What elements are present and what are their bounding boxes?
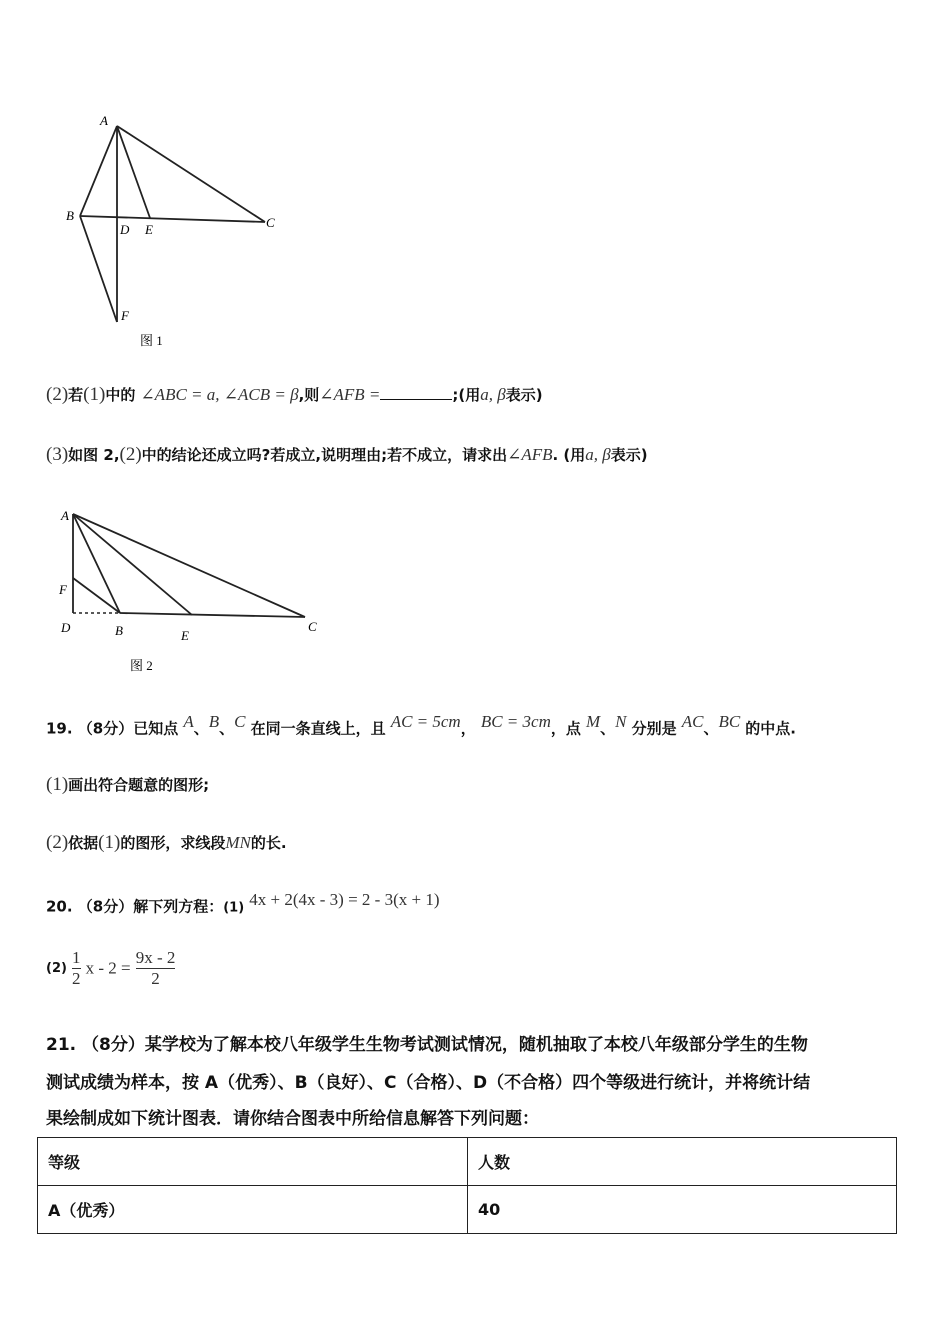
text: 依据 — [68, 834, 99, 852]
part-number: (3) — [46, 444, 69, 465]
reference: (1) — [98, 832, 121, 853]
question-head: 19. （8分）已知点 — [46, 719, 179, 738]
label-e: E — [181, 628, 189, 643]
numerator: 1 — [72, 948, 81, 967]
point-m: M — [585, 712, 601, 731]
segment-bc-label: BC — [718, 712, 741, 731]
table-header-row — [38, 1138, 897, 1186]
reference: (1) — [83, 384, 106, 405]
label-b: B — [66, 208, 74, 223]
segment-fb — [73, 578, 120, 613]
segment-bc — [80, 216, 265, 222]
reference: (2) — [119, 444, 142, 465]
label-e: E — [145, 222, 153, 237]
label-c: C — [308, 619, 317, 634]
question-21-line-2: 测试成绩为样本，按 A（优秀）、B（良好）、C（合格）、D（不合格）四个等级进行统计，并将统计结 — [46, 1073, 811, 1093]
label-c: C — [266, 215, 275, 230]
segment-ae — [117, 126, 150, 218]
text: ,则 — [298, 386, 320, 404]
fraction-one-half — [72, 948, 81, 989]
point-c: C — [234, 712, 246, 731]
equation-ac: AC = 5cm — [390, 712, 461, 731]
part-number: (2) — [46, 961, 67, 976]
question-19-part-2 — [46, 832, 287, 854]
angle-afb: ∠AFB — [507, 445, 553, 464]
figure-2 — [55, 500, 335, 680]
label-d: D — [61, 620, 71, 635]
cell-count: 40 — [468, 1186, 897, 1234]
label-f: F — [121, 308, 129, 323]
separator: 、 — [219, 719, 235, 738]
question-21-line-3: 果绘制成如下统计图表．请你结合图表中所给信息解答下列问题： — [46, 1109, 539, 1129]
segment-mn: MN — [225, 833, 251, 852]
cell-grade: A（优秀） — [38, 1186, 468, 1234]
figure-1 — [60, 110, 300, 360]
text: ，点 — [550, 719, 581, 738]
part-number: (1) — [46, 774, 69, 795]
question-20-part-2 — [46, 948, 175, 989]
part-number: (2) — [46, 384, 69, 405]
separator: 、 — [600, 719, 616, 738]
fraction-right — [136, 948, 176, 989]
segment-ae — [73, 514, 192, 615]
answer-blank[interactable] — [380, 385, 452, 400]
point-b: B — [208, 712, 220, 731]
equation-bc: BC = 3cm — [480, 712, 551, 731]
variables: a, β — [585, 445, 611, 464]
denominator: 2 — [72, 969, 81, 988]
part-number: (2) — [46, 832, 69, 853]
label-a: A — [61, 508, 69, 523]
text: 中的结论还成立吗?若成立,说明理由;若不成立，请求出 — [141, 446, 508, 464]
separator: ， — [460, 719, 476, 738]
segment-ac-label: AC — [681, 712, 704, 731]
label-d: D — [120, 222, 130, 237]
point-a: A — [183, 712, 194, 731]
question-18-part-3 — [46, 444, 648, 466]
angle-afb: ∠AFB = — [319, 385, 381, 404]
separator: 、 — [703, 719, 719, 738]
text: ;(用 — [452, 386, 481, 404]
label-a: A — [100, 113, 108, 128]
question-19-part-1 — [46, 774, 209, 796]
question-19 — [46, 712, 796, 738]
numerator: 9x - 2 — [135, 948, 176, 967]
label-b: B — [115, 623, 123, 638]
segment-bf — [80, 216, 117, 322]
segment-ab — [80, 126, 117, 216]
question-head: 20. （8分）解下列方程： — [46, 897, 224, 916]
text: 的图形，求线段 — [120, 834, 226, 852]
text: 在同一条直线上，且 — [250, 719, 386, 738]
text: 若 — [68, 386, 84, 404]
text: 画出符合题意的图形; — [68, 776, 210, 794]
point-n: N — [615, 712, 627, 731]
segment-ac — [117, 126, 265, 222]
text: . (用 — [552, 446, 586, 464]
text: 分别是 — [631, 719, 677, 738]
part-number: (1) — [223, 900, 245, 916]
variables: a, β — [480, 385, 506, 404]
table-row — [38, 1186, 897, 1234]
segment-bc — [120, 613, 305, 617]
segment-ab — [73, 514, 120, 613]
text: 中的 — [105, 386, 136, 404]
header-count: 人数 — [468, 1138, 897, 1186]
separator: 、 — [193, 719, 209, 738]
equation-middle: x - 2 = — [85, 958, 131, 978]
question-21-line-1: 21. （8分）某学校为了解本校八年级学生生物考试测试情况，随机抽取了本校八年级部分学生的生物 — [46, 1035, 808, 1055]
question-20 — [46, 890, 440, 916]
text: 表示) — [610, 446, 648, 464]
equation-1: 4x + 2(4x - 3) = 2 - 3(x + 1) — [249, 890, 440, 909]
text: 的中点. — [745, 719, 796, 738]
text: 的长. — [250, 834, 287, 852]
text: 表示) — [505, 386, 543, 404]
label-f: F — [59, 582, 67, 597]
header-grade: 等级 — [38, 1138, 468, 1186]
segment-ac — [73, 514, 305, 617]
grade-table — [37, 1137, 897, 1234]
text: 如图 2, — [68, 446, 120, 464]
figure-1-caption: 图 1 — [140, 333, 163, 348]
denominator: 2 — [151, 969, 160, 988]
figure-2-caption: 图 2 — [130, 658, 153, 673]
angle-expression: ∠ABC = a, ∠ACB = β — [140, 385, 299, 404]
question-18-part-2 — [46, 384, 543, 406]
